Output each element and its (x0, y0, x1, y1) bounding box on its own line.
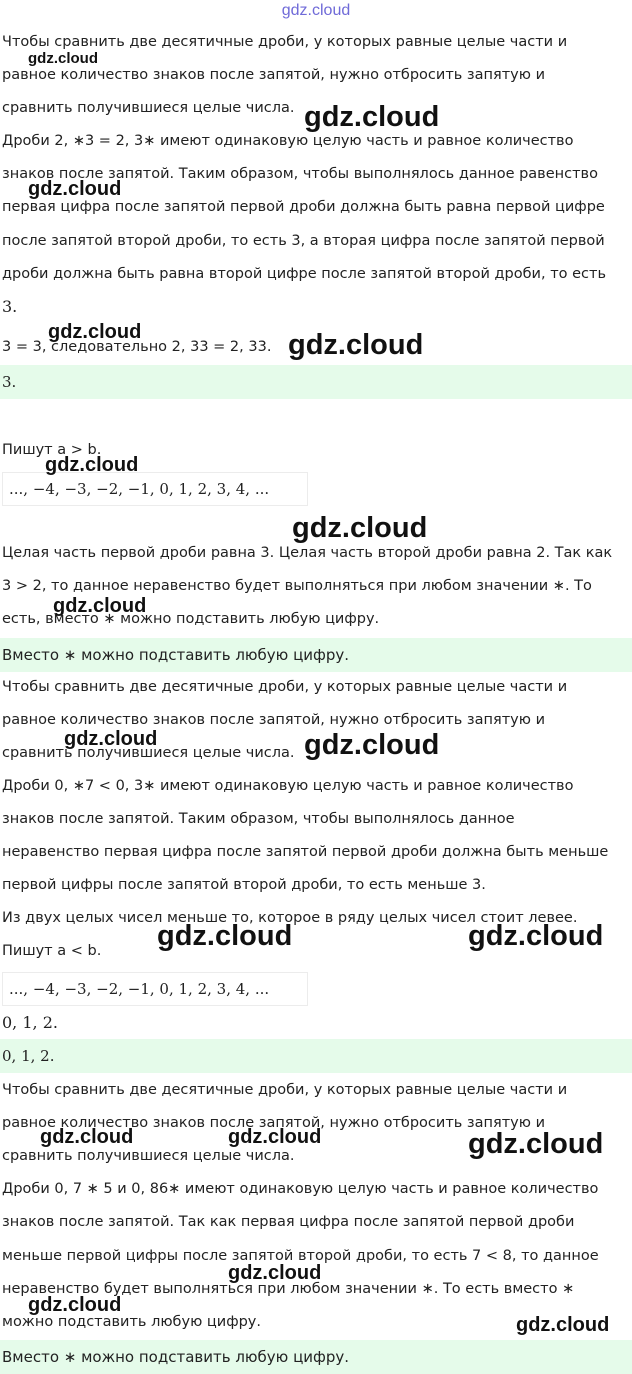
watermark: gdz.cloud (40, 1126, 134, 1148)
watermark: gdz.cloud (468, 1128, 604, 1160)
paragraph-line: сравнить получившиеся целые числа. (2, 1148, 295, 1164)
paragraph-line: равное количество знаков после запятой, нужно отбросить запятую и (2, 712, 545, 728)
number-line-box: ..., −4, −3, −2, −1, 0, 1, 2, 3, 4, ... (2, 972, 308, 1006)
paragraph-line: первая цифра после запятой первой дроби должна быть равна первой цифре (2, 199, 605, 215)
answer-box: 3. (0, 365, 632, 399)
paragraph-line: неравенство первая цифра после запятой первой дроби должна быть меньше (2, 844, 609, 860)
watermark: gdz.cloud (28, 178, 122, 200)
paragraph-line: есть, вместо ∗ можно подставить любую цифру. (2, 611, 380, 627)
site-watermark-top: gdz.cloud (281, 2, 351, 19)
paragraph-line: равное количество знаков после запятой, нужно отбросить запятую и (2, 67, 545, 83)
paragraph-line: Пишут a > b. (2, 442, 102, 458)
paragraph-line: 3 > 2, то данное неравенство будет выполняться при любом значении ∗. То (2, 578, 592, 594)
answer-box: Вместо ∗ можно подставить любую цифру. (0, 638, 632, 672)
paragraph-line: Чтобы сравнить две десятичные дроби, у которых равные целые части и (2, 1082, 568, 1098)
paragraph-line: знаков после запятой. Таким образом, чтобы выполнялось данное равенство (2, 166, 598, 182)
watermark: gdz.cloud (304, 101, 440, 133)
watermark: gdz.cloud (28, 50, 98, 67)
watermark: gdz.cloud (516, 1314, 610, 1336)
paragraph-line: равное количество знаков после запятой, нужно отбросить запятую и (2, 1115, 545, 1131)
paragraph-line: сравнить получившиеся целые числа. (2, 100, 295, 116)
paragraph-line: Дроби 0, 7 ∗ 5 и 0, 86∗ имеют одинаковую целую часть и равное количество (2, 1181, 599, 1197)
paragraph-line: Целая часть первой дроби равна 3. Целая часть второй дроби равна 2. Так как (2, 545, 613, 561)
paragraph-line: знаков после запятой. Так как первая цифра после запятой первой дроби (2, 1214, 575, 1230)
watermark: gdz.cloud (28, 1294, 122, 1316)
paragraph-line: Чтобы сравнить две десятичные дроби, у которых равные целые части и (2, 679, 568, 695)
paragraph-line: после запятой второй дроби, то есть 3, а вторая цифра после запятой первой (2, 233, 605, 249)
watermark: gdz.cloud (53, 595, 147, 617)
answer-box: Вместо ∗ можно подставить любую цифру. (0, 1340, 632, 1374)
paragraph-line: Чтобы сравнить две десятичные дроби, у которых равные целые части и (2, 34, 568, 50)
paragraph-line: сравнить получившиеся целые числа. (2, 745, 295, 761)
paragraph-line: Дроби 2, ∗3 = 2, 3∗ имеют одинаковую целую часть и равное количество (2, 133, 574, 149)
watermark: gdz.cloud (292, 512, 428, 544)
paragraph-line: дроби должна быть равна второй цифре после запятой второй дроби, то есть (2, 266, 607, 282)
paragraph-line: знаков после запятой. Таким образом, чтобы выполнялось данное (2, 811, 515, 827)
paragraph-line: неравенство будет выполняться при любом значении ∗. То есть вместо ∗ (2, 1281, 575, 1297)
watermark: gdz.cloud (228, 1126, 322, 1148)
watermark: gdz.cloud (157, 920, 293, 952)
paragraph-line: Дроби 0, ∗7 < 0, 3∗ имеют одинаковую целую часть и равное количество (2, 778, 574, 794)
paragraph-line: 3 = 3, следовательно 2, 33 = 2, 33. (2, 339, 272, 355)
paragraph-line: меньше первой цифры после запятой второй дроби, то есть 7 < 8, то данное (2, 1248, 599, 1264)
answer-box: 0, 1, 2. (0, 1039, 632, 1073)
number-line-box: ..., −4, −3, −2, −1, 0, 1, 2, 3, 4, ... (2, 472, 308, 506)
paragraph-line: 0, 1, 2. (2, 1013, 58, 1032)
paragraph-line: Пишут a < b. (2, 943, 102, 959)
watermark: gdz.cloud (228, 1262, 322, 1284)
watermark: gdz.cloud (64, 728, 158, 750)
watermark: gdz.cloud (304, 729, 440, 761)
watermark: gdz.cloud (48, 321, 142, 343)
watermark: gdz.cloud (468, 920, 604, 952)
paragraph-line: Из двух целых чисел меньше то, которое в ряду целых чисел стоит левее. (2, 910, 578, 926)
watermark: gdz.cloud (288, 329, 424, 361)
paragraph-line: можно подставить любую цифру. (2, 1314, 261, 1330)
watermark: gdz.cloud (45, 454, 139, 476)
paragraph-line: 3. (2, 297, 18, 316)
paragraph-line: первой цифры после запятой второй дроби, то есть меньше 3. (2, 877, 486, 893)
